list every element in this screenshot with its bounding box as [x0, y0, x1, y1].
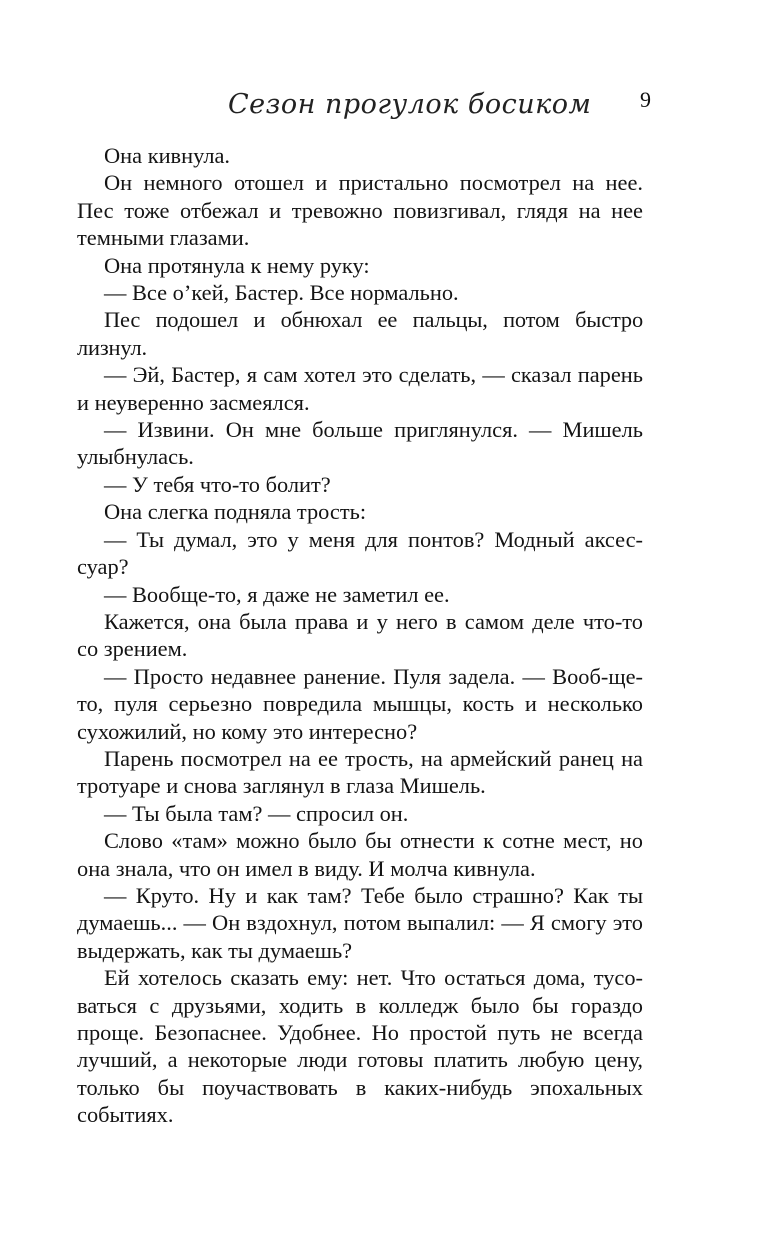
paragraph: — Извини. Он мне больше приглянулся. — Мишель улыбнулась. — [77, 417, 643, 470]
paragraph: Кажется, она была права и у него в самом деле что-то со зрением. — [77, 608, 643, 662]
paragraph: Она кивнула. — [104, 143, 231, 168]
paragraph: — Просто недавнее ранение. Пуля задела. — Вооб-ще-то, пуля серьезно повредила мышцы, кость и несколько сухожилий, но кому это интересно? — [77, 663, 643, 744]
paragraph: Пес подошел и обнюхал ее пальцы, потом быстро лизнул. — [77, 307, 643, 360]
header-divider — [236, 124, 466, 125]
paragraph: — Круто. Ну и как там? Тебе было страшно? Как ты думаешь... — Он вздохнул, потом выпалил: — Я смогу это выдержать, как ты думаешь? — [77, 882, 643, 963]
paragraph: Она протянула к нему руку: — [104, 252, 370, 278]
paragraph: Она слегка подняла трость: — [104, 499, 367, 525]
paragraph: Слово «там» можно было бы отнести к сотне мест, но она знала, что он имел в виду. И молча кивнула. — [77, 828, 643, 881]
paragraph: — Ты была там? — спросил он. — [104, 800, 409, 826]
paragraph: — Вообще-то, я даже не заметил ее. — [104, 581, 450, 607]
paragraph: Парень посмотрел на ее трость, на армейский ранец на тротуаре и снова заглянул в глаза Мишель. — [77, 745, 643, 799]
running-header-title: Сезон прогулок босиком — [228, 89, 592, 120]
paragraph: Он немного отошел и пристально посмотрел на нее. Пес тоже отбежал и тревожно повизгивал, глядя на нее темными глазами. — [77, 170, 643, 251]
paragraph: Ей хотелось сказать ему: нет. Что остаться дома, тусо-ваться с друзьями, ходить в колледж было бы гораздо проще. Безопаснее. Удобнее. Но простой путь не всегда лучший, а некоторые люди готовы платить любую цену, только бы поучаствовать в каких-нибудь эпохальных событиях. — [77, 965, 643, 1128]
paragraph: — Эй, Бастер, я сам хотел это сделать, — сказал парень и неуверенно засмеялся. — [77, 362, 643, 415]
body-text — [77, 142, 643, 1129]
paragraph: — Ты думал, это у меня для понтов? Модный аксес-суар? — [77, 526, 643, 580]
paragraph: — У тебя что-то болит? — [104, 471, 331, 497]
paragraph: — Все о’кей, Бастер. Все нормально. — [104, 280, 459, 306]
page-number: 9 — [640, 87, 651, 112]
